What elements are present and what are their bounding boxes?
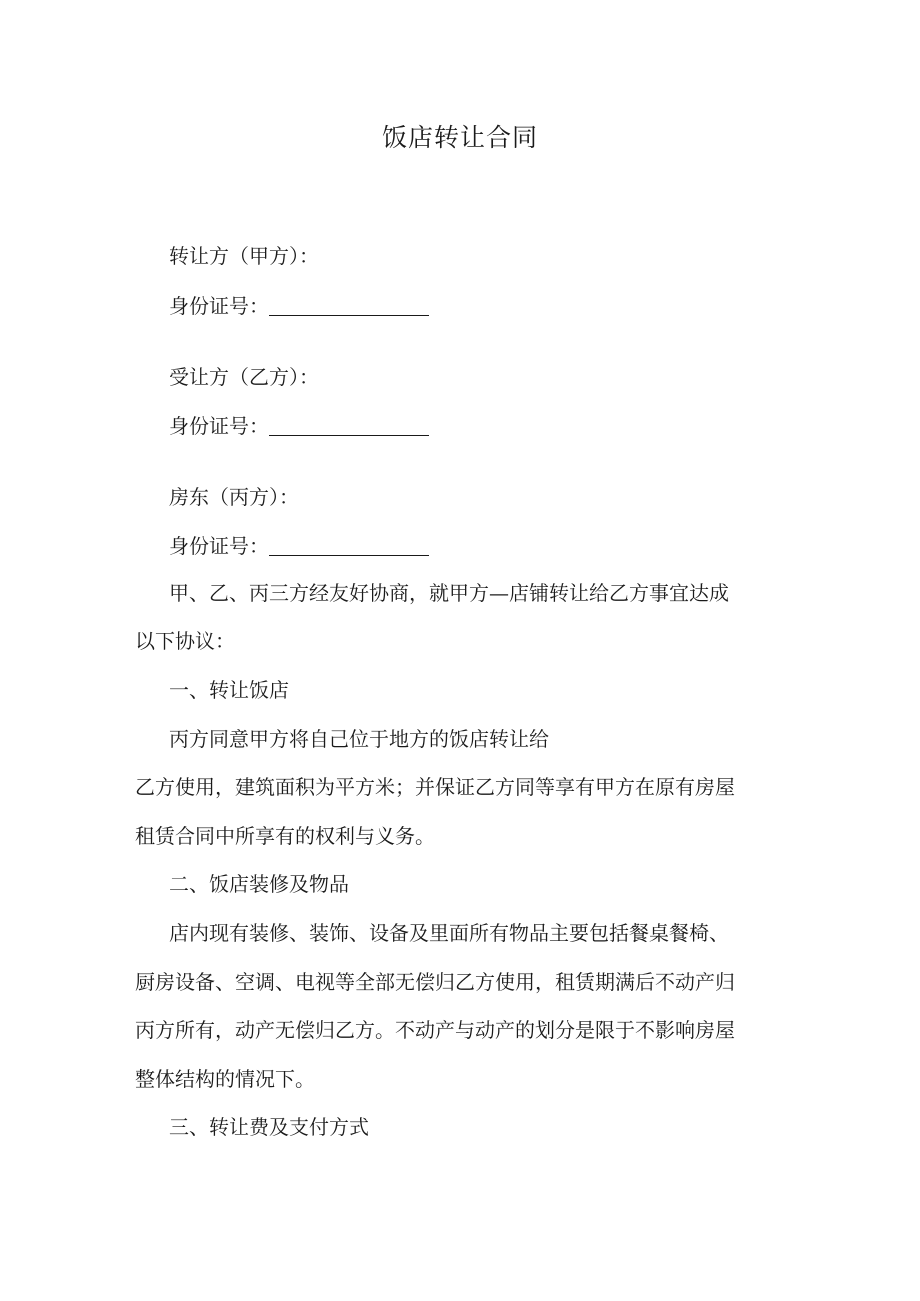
intro-line-1: 甲、乙、丙三方经友好协商，就甲方—店铺转让给乙方事宜达成	[169, 581, 729, 605]
section-2-line-2: 厨房设备、空调、电视等全部无偿归乙方使用，租赁期满后不动产归	[135, 970, 735, 994]
section-1-heading: 一、转让饭店	[169, 678, 289, 702]
party-c-id-row	[169, 536, 429, 556]
party-c-label: 房东（丙方）：	[169, 485, 299, 509]
section-2-line-3: 丙方所有，动产无偿归乙方。不动产与动产的划分是限于不影响房屋	[135, 1018, 735, 1042]
section-2-heading: 二、饭店装修及物品	[169, 872, 349, 896]
section-1-line-3: 租赁合同中所享有的权利与义务。	[135, 824, 435, 848]
party-b-id-label: 身份证号：	[169, 414, 269, 438]
party-b-id-blank	[269, 416, 429, 436]
section-1-line-1: 丙方同意甲方将自己位于地方的饭店转让给	[169, 727, 549, 751]
party-b-label: 受让方（乙方）：	[169, 365, 319, 389]
party-a-id-blank	[269, 296, 429, 316]
intro-line-2: 以下协议：	[135, 629, 235, 653]
party-b-id-row	[169, 416, 429, 436]
section-2-line-4: 整体结构的情况下。	[135, 1067, 315, 1091]
section-3-heading: 三、转让费及支付方式	[169, 1115, 369, 1139]
section-1-line-2: 乙方使用，建筑面积为平方米；并保证乙方同等享有甲方在原有房屋	[135, 775, 735, 799]
party-a-id-label: 身份证号：	[169, 294, 269, 318]
party-a-id-row	[169, 296, 429, 316]
party-a-label: 转让方（甲方）：	[169, 244, 319, 268]
party-c-id-label: 身份证号：	[169, 534, 269, 558]
section-2-line-1: 店内现有装修、装饰、设备及里面所有物品主要包括餐桌餐椅、	[169, 921, 729, 945]
document-title: 饭店转让合同	[381, 123, 538, 152]
party-c-id-blank	[269, 536, 429, 556]
